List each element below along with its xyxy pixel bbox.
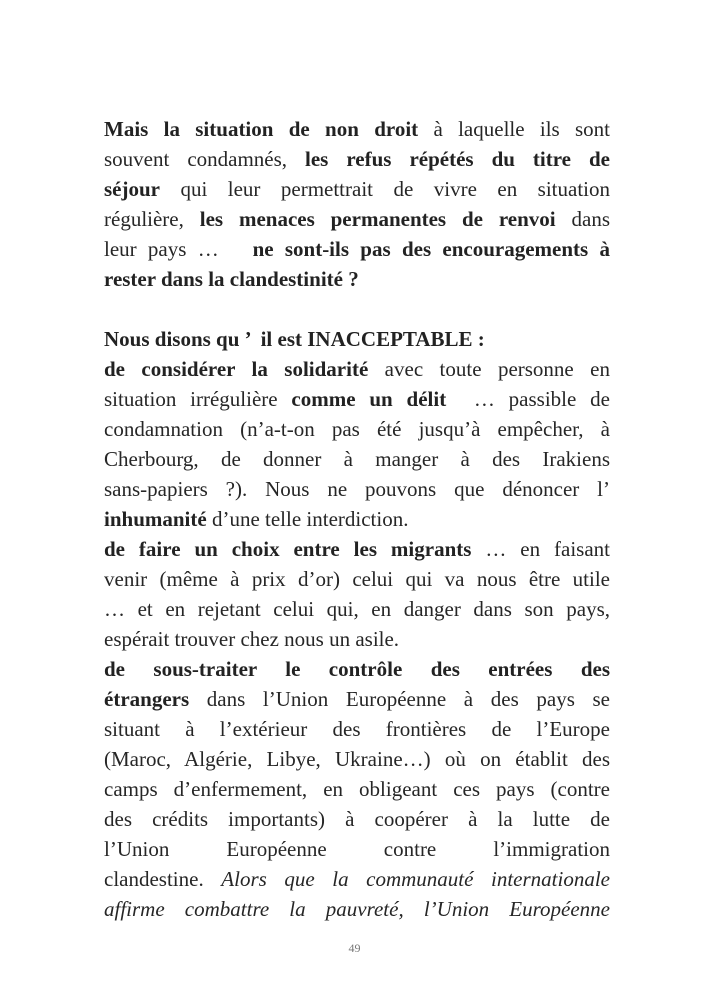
item1-line-1 bbox=[104, 354, 610, 384]
bold-phrase: étrangers bbox=[104, 687, 190, 711]
body-text bbox=[104, 114, 610, 924]
item1-line-3: condamnation (n’a-t-on pas été jusqu’à empêcher, à bbox=[104, 417, 610, 441]
item3-line-6: des crédits importants) à coopérer à la lutte de bbox=[104, 807, 610, 831]
bold-phrase: de sous-traiter le contrôle des entrées des bbox=[104, 657, 610, 681]
item3-line-7: l’Union Européenne contre l’immigration bbox=[104, 837, 610, 861]
item3-line-4: (Maroc, Algérie, Libye, Ukraine…) où on établit des bbox=[104, 747, 610, 771]
text-run: … en faisant bbox=[471, 537, 611, 561]
text-run: qui leur permettrait de vivre en situation bbox=[160, 177, 610, 201]
bold-phrase: rester dans la clandestinité ? bbox=[104, 267, 359, 291]
bold-phrase: comme un délit bbox=[291, 387, 447, 411]
text-run: d’une telle interdiction. bbox=[206, 507, 409, 531]
heading-text: Nous disons qu ’ il est INACCEPTABLE : bbox=[104, 327, 485, 351]
p1-line-2 bbox=[104, 144, 610, 174]
item1-line-6 bbox=[104, 504, 610, 534]
p1-line-5 bbox=[104, 234, 610, 264]
text-run: avec toute personne en bbox=[368, 357, 610, 381]
text-run: régulière, bbox=[104, 207, 200, 231]
p1-line-1 bbox=[104, 114, 610, 144]
bold-phrase: séjour bbox=[104, 177, 160, 201]
text-run: situation irrégulière bbox=[104, 387, 292, 411]
bold-phrase: inhumanité bbox=[104, 507, 207, 531]
item3-line-9 bbox=[104, 894, 610, 924]
italic-phrase: affirme combattre la pauvreté, l’Union Européenne bbox=[104, 897, 610, 921]
text-run: leur pays … bbox=[104, 237, 253, 261]
bold-phrase: de considérer la solidarité bbox=[104, 357, 369, 381]
text-run: … passible de bbox=[446, 387, 610, 411]
p1-line-6 bbox=[104, 264, 610, 294]
page-number: 49 bbox=[348, 941, 361, 955]
item2-line-2: venir (même à prix d’or) celui qui va nous être utile bbox=[104, 567, 610, 591]
text-run: clandestine. bbox=[104, 867, 222, 891]
bold-phrase: les refus répétés du titre de bbox=[305, 147, 610, 171]
item3-line-5: camps d’enfermement, en obligeant ces pays (contre bbox=[104, 777, 610, 801]
item2-line-3: … et en rejetant celui qui, en danger dans son pays, bbox=[104, 597, 610, 621]
bold-phrase: ne sont-ils pas des encouragements à bbox=[252, 237, 610, 261]
item1-line-4: Cherbourg, de donner à manger à des Irakiens bbox=[104, 447, 610, 471]
item3-line-1 bbox=[104, 654, 610, 684]
paragraph-gap bbox=[104, 294, 610, 324]
text-run: à laquelle ils sont bbox=[418, 117, 611, 141]
bold-phrase: Mais la situation de non droit bbox=[104, 117, 419, 141]
text-run: dans l’Union Européenne à des pays se bbox=[189, 687, 610, 711]
text-run: dans bbox=[555, 207, 611, 231]
item1-line-2 bbox=[104, 384, 610, 414]
text-run: souvent condamnés, bbox=[104, 147, 306, 171]
italic-phrase: Alors que la communauté internationale bbox=[221, 867, 610, 891]
item3-line-8 bbox=[104, 864, 610, 894]
section-heading bbox=[104, 324, 610, 354]
item3-line-3: situant à l’extérieur des frontières de l’Europe bbox=[104, 717, 610, 741]
item1-line-5: sans-papiers ?). Nous ne pouvons que dénoncer l’ bbox=[104, 477, 610, 501]
bold-phrase: les menaces permanentes de renvoi bbox=[199, 207, 556, 231]
item2-line-4: espérait trouver chez nous un asile. bbox=[104, 627, 400, 651]
p1-line-3 bbox=[104, 174, 610, 204]
bold-phrase: de faire un choix entre les migrants bbox=[104, 537, 472, 561]
item2-line-1 bbox=[104, 534, 610, 564]
p1-line-4 bbox=[104, 204, 610, 234]
item3-line-2 bbox=[104, 684, 610, 714]
